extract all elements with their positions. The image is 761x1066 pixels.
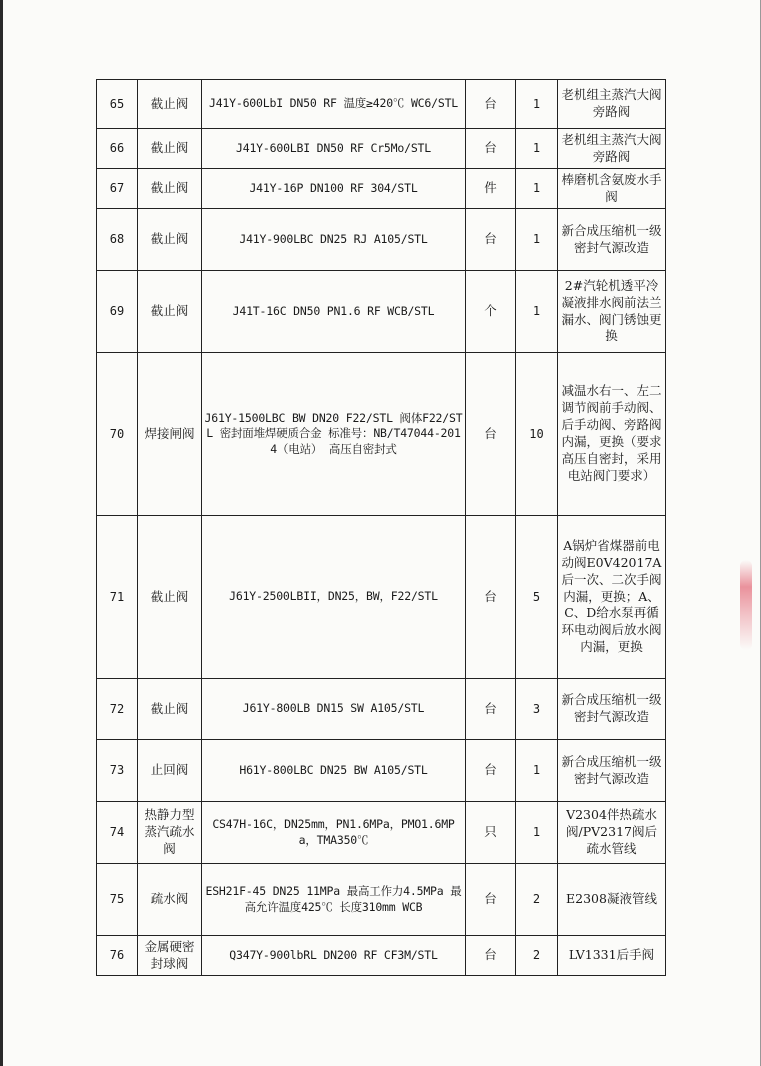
item-name: 热静力型蒸汽疏水阀 <box>138 802 202 864</box>
item-remark: 新合成压缩机一级密封气源改造 <box>558 679 666 740</box>
item-name: 金属硬密封球阀 <box>138 936 202 976</box>
item-remark: 老机组主蒸汽大阀旁路阀 <box>558 129 666 169</box>
item-unit: 台 <box>466 209 516 271</box>
item-qty: 1 <box>516 740 558 802</box>
table-row <box>97 679 666 740</box>
item-remark: 新合成压缩机一级密封气源改造 <box>558 209 666 271</box>
table-body <box>97 80 666 976</box>
row-number: 75 <box>97 864 138 936</box>
item-spec: J41Y-600LbI DN50 RF 温度≥420℃ WC6/STL <box>202 80 466 129</box>
item-unit: 台 <box>466 864 516 936</box>
item-name: 截止阀 <box>138 80 202 129</box>
item-spec: J61Y-800LB DN15 SW A105/STL <box>202 679 466 740</box>
item-name: 截止阀 <box>138 271 202 353</box>
row-number: 72 <box>97 679 138 740</box>
item-remark: V2304伴热疏水阀/PV2317阀后疏水管线 <box>558 802 666 864</box>
table-row <box>97 516 666 679</box>
item-spec: H61Y-800LBC DN25 BW A105/STL <box>202 740 466 802</box>
item-unit: 台 <box>466 740 516 802</box>
row-number: 69 <box>97 271 138 353</box>
row-number: 76 <box>97 936 138 976</box>
item-name: 截止阀 <box>138 516 202 679</box>
item-name: 截止阀 <box>138 209 202 271</box>
item-remark: 2#汽轮机透平冷凝液排水阀前法兰漏水、阀门锈蚀更换 <box>558 271 666 353</box>
row-number: 67 <box>97 169 138 209</box>
item-remark: 棒磨机含氨废水手阀 <box>558 169 666 209</box>
item-spec: J41Y-900LBC DN25 RJ A105/STL <box>202 209 466 271</box>
table-row <box>97 802 666 864</box>
row-number: 74 <box>97 802 138 864</box>
item-qty: 3 <box>516 679 558 740</box>
item-spec: CS47H-16C，DN25mm，PN1.6MPa，PMO1.6MPa，TMA350℃ <box>202 802 466 864</box>
item-remark: E2308凝液管线 <box>558 864 666 936</box>
valve-table <box>96 79 666 976</box>
item-spec: J61Y-1500LBC BW DN20 F22/STL 阀体F22/STL 密封面堆焊硬质合金 标准号：NB/T47044-2014（电站） 高压自密封式 <box>202 353 466 516</box>
item-spec: Q347Y-900lbRL DN200 RF CF3M/STL <box>202 936 466 976</box>
item-spec: ESH21F-45 DN25 11MPa 最高工作力4.5MPa 最高允许温度425℃ 长度310mm WCB <box>202 864 466 936</box>
item-unit: 个 <box>466 271 516 353</box>
item-unit: 台 <box>466 936 516 976</box>
item-spec: J41Y-16P DN100 RF 304/STL <box>202 169 466 209</box>
item-name: 止回阀 <box>138 740 202 802</box>
item-remark: 老机组主蒸汽大阀旁路阀 <box>558 80 666 129</box>
row-number: 70 <box>97 353 138 516</box>
item-qty: 1 <box>516 169 558 209</box>
row-number: 73 <box>97 740 138 802</box>
table-row <box>97 936 666 976</box>
item-qty: 1 <box>516 129 558 169</box>
item-spec: J61Y-2500LBII，DN25，BW，F22/STL <box>202 516 466 679</box>
item-name: 截止阀 <box>138 679 202 740</box>
item-unit: 台 <box>466 80 516 129</box>
item-name: 疏水阀 <box>138 864 202 936</box>
item-qty: 1 <box>516 802 558 864</box>
row-number: 68 <box>97 209 138 271</box>
table-row <box>97 129 666 169</box>
item-qty: 1 <box>516 271 558 353</box>
page-edge <box>0 0 3 1066</box>
table-row <box>97 864 666 936</box>
item-name: 焊接闸阀 <box>138 353 202 516</box>
item-unit: 台 <box>466 353 516 516</box>
row-number: 66 <box>97 129 138 169</box>
item-unit: 只 <box>466 802 516 864</box>
row-number: 71 <box>97 516 138 679</box>
item-remark: 减温水右一、左二调节阀前手动阀、后手动阀、旁路阀内漏，更换（要求高压自密封，采用电站阀门要求） <box>558 353 666 516</box>
item-spec: J41T-16C DN50 PN1.6 RF WCB/STL <box>202 271 466 353</box>
item-qty: 2 <box>516 864 558 936</box>
item-unit: 件 <box>466 169 516 209</box>
table-row <box>97 271 666 353</box>
item-qty: 10 <box>516 353 558 516</box>
item-unit: 台 <box>466 679 516 740</box>
item-unit: 台 <box>466 129 516 169</box>
table-row <box>97 80 666 129</box>
table-row <box>97 353 666 516</box>
item-qty: 1 <box>516 209 558 271</box>
item-name: 截止阀 <box>138 129 202 169</box>
item-unit: 台 <box>466 516 516 679</box>
table-row <box>97 740 666 802</box>
item-spec: J41Y-600LBI DN50 RF Cr5Mo/STL <box>202 129 466 169</box>
item-qty: 2 <box>516 936 558 976</box>
item-qty: 1 <box>516 80 558 129</box>
item-qty: 5 <box>516 516 558 679</box>
item-remark: LV1331后手阀 <box>558 936 666 976</box>
red-stamp-edge <box>740 560 752 650</box>
item-remark: 新合成压缩机一级密封气源改造 <box>558 740 666 802</box>
item-name: 截止阀 <box>138 169 202 209</box>
row-number: 65 <box>97 80 138 129</box>
item-remark: A锅炉省煤器前电动阀E0V42017A后一次、二次手阀内漏，更换；A、C、D给水泵再循环电动阀后放水阀内漏，更换 <box>558 516 666 679</box>
table-row <box>97 209 666 271</box>
table-row <box>97 169 666 209</box>
